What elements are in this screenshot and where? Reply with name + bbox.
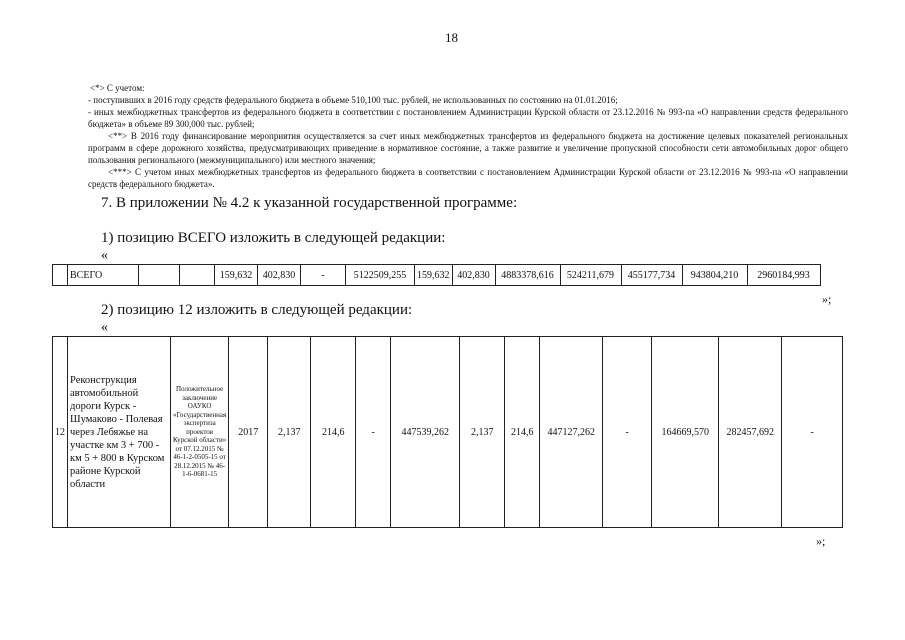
table-cell: 447539,262 bbox=[391, 337, 460, 528]
quote-close: »; bbox=[822, 292, 832, 306]
table-cell: 164669,570 bbox=[652, 337, 719, 528]
subsection-heading-2: 2) позицию 12 изложить в следующей редакции: bbox=[101, 302, 413, 318]
subsection-heading-1: 1) позицию ВСЕГО изложить в следующей редакции: bbox=[101, 230, 446, 246]
quote-open: « bbox=[101, 320, 108, 335]
quote-open: « bbox=[101, 248, 108, 263]
table-cell bbox=[53, 265, 68, 286]
table-cell: - bbox=[301, 265, 346, 286]
table-cell: 214,6 bbox=[505, 337, 540, 528]
table-cell: - bbox=[603, 337, 652, 528]
footnote-line: <*> С учетом: bbox=[90, 83, 145, 93]
footnote-line: - иных межбюджетных трансфертов из федерального бюджета в соответствии с постановлением Администрации Курской области от 23.12.2016 № 993-па «О направлении средств федерального бюджета» в объеме 89 300,000 тыс. рублей; bbox=[88, 107, 848, 129]
table-cell: 2,137 bbox=[460, 337, 505, 528]
footnote-line: <**> В 2016 году финансирование мероприятия осуществляется за счет иных межбюджетных трансфертов из федерального бюджета на достижение целевых показателей региональных программ в сфере дорожного хозяйства, предусматривающих приведение в нормативное состояние, а также развитие и увеличение пропускной способности сети автомобильных дорог общего пользования регионального (межмуниципального) или местного значения; bbox=[88, 131, 848, 165]
table-cell: 455177,734 bbox=[621, 265, 682, 286]
object-name: Реконструкция автомобильной дороги Курск - Шумаково - Полевая через Лебяжье на участке км 3 + 700 - км 5 + 800 в Курском районе Курской области bbox=[68, 337, 171, 528]
expert-conclusion: Положительное заключение ОАУКО «Государственная экспертиза проектов Курской области» от 07.12.2015 № 46-1-2-0505-15 от 28.12.2015 № 46-1-6-0681-15 bbox=[171, 337, 229, 528]
table-cell: 2,137 bbox=[268, 337, 311, 528]
table-cell: - bbox=[782, 337, 843, 528]
table-cell: 402,830 bbox=[452, 265, 495, 286]
total-table bbox=[52, 264, 821, 286]
table-cell: 2960184,993 bbox=[747, 265, 820, 286]
table-cell: 943804,210 bbox=[682, 265, 747, 286]
footnote-line: <***> С учетом иных межбюджетных трансфертов из федерального бюджета в соответствии с постановлением Администрации Курской области от 23.12.2016 № 993-па «О направлении средств федерального бюджета». bbox=[88, 167, 848, 189]
table-cell bbox=[180, 265, 215, 286]
table-cell: - bbox=[356, 337, 391, 528]
position-12-table bbox=[52, 336, 843, 528]
table-row bbox=[53, 265, 821, 286]
row-number: 12 bbox=[53, 337, 68, 528]
table-cell: 4883378,616 bbox=[495, 265, 560, 286]
table-cell: 402,830 bbox=[258, 265, 301, 286]
table-cell: ВСЕГО bbox=[68, 265, 139, 286]
page-number: 18 bbox=[445, 30, 458, 45]
table-row bbox=[53, 337, 843, 528]
section-heading-7: 7. В приложении № 4.2 к указанной государственной программе: bbox=[101, 195, 518, 211]
table-cell: 214,6 bbox=[311, 337, 356, 528]
table-cell: 159,632 bbox=[215, 265, 258, 286]
table-cell: 5122509,255 bbox=[346, 265, 415, 286]
table-cell: 2017 bbox=[229, 337, 268, 528]
table-cell bbox=[139, 265, 180, 286]
table-cell: 159,632 bbox=[415, 265, 453, 286]
footnotes bbox=[88, 82, 848, 190]
table-cell: 524211,679 bbox=[560, 265, 621, 286]
footnote-line: - поступивших в 2016 году средств федерального бюджета в объеме 510,100 тыс. рублей, не использованных по состоянию на 01.01.2016; bbox=[88, 95, 618, 105]
quote-close: »; bbox=[816, 534, 826, 548]
table-cell: 282457,692 bbox=[719, 337, 782, 528]
table-cell: 447127,262 bbox=[540, 337, 603, 528]
